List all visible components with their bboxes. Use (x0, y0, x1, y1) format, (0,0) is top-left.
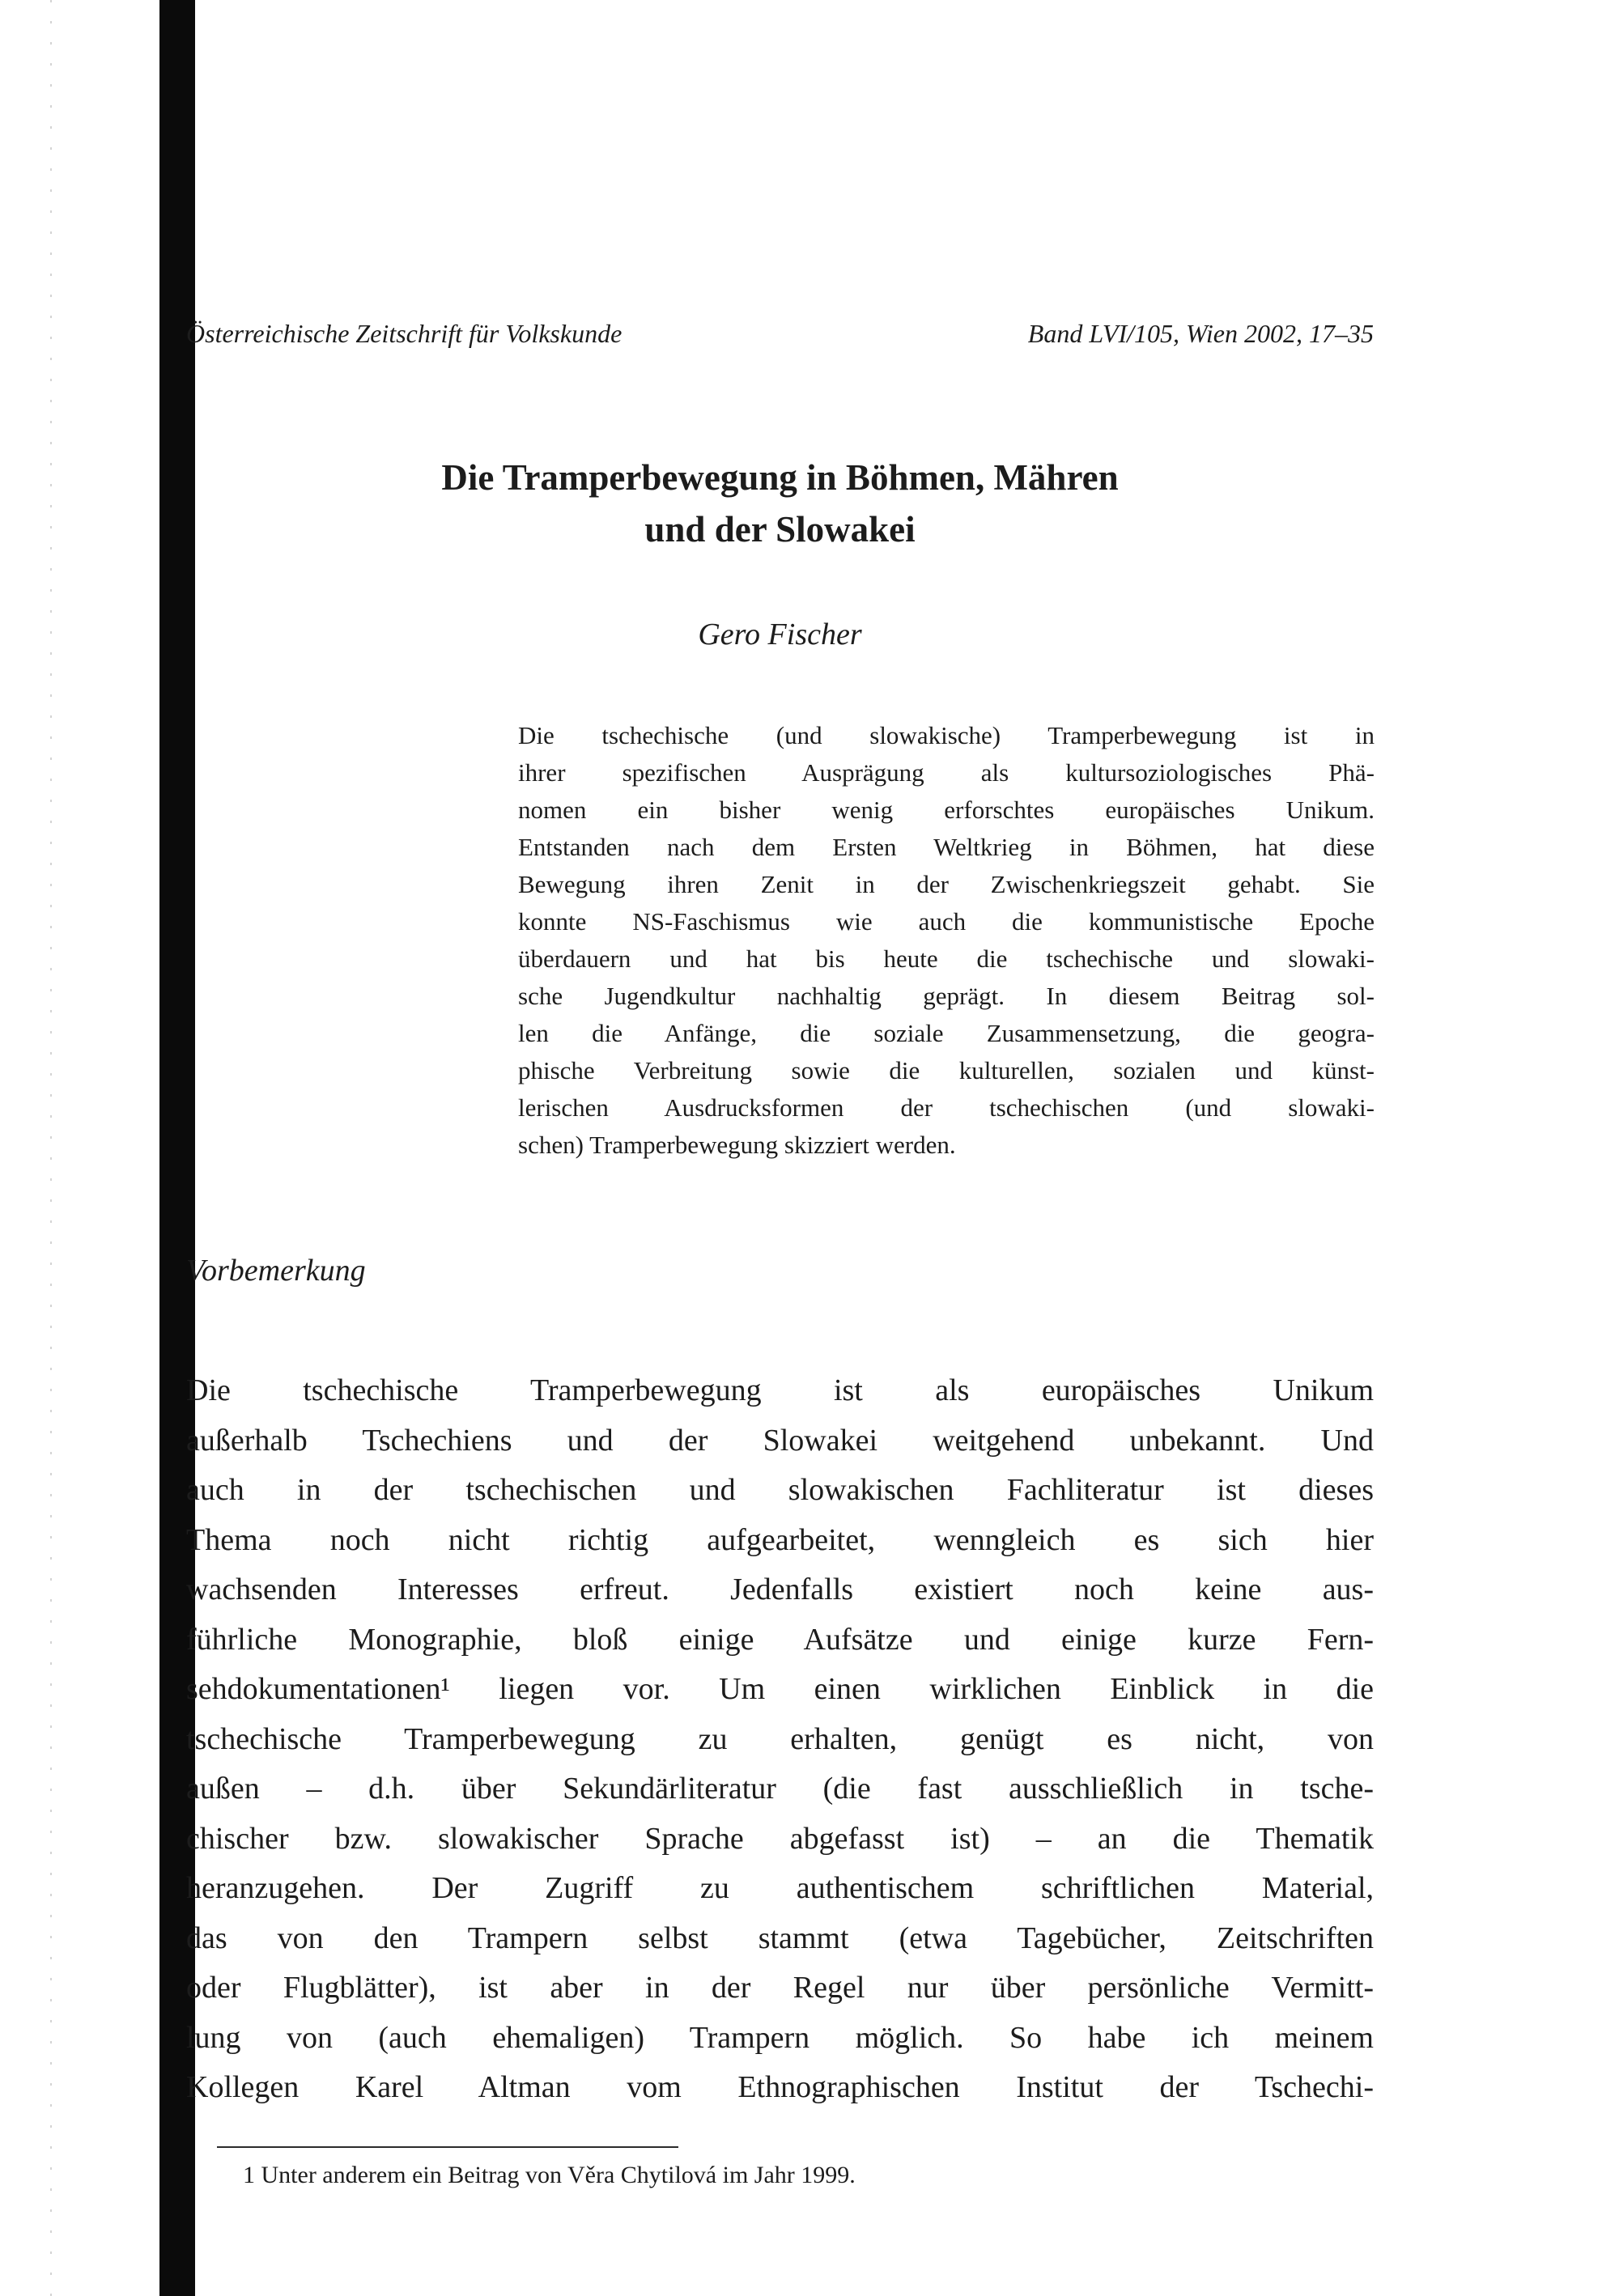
author-name: Gero Fischer (698, 618, 862, 651)
text-line: außen – d.h. über Sekundärliteratur (die fast ausschließlich in tsche- (186, 1772, 1374, 1806)
text-line: phische Verbreitung sowie die kulturellen, sozialen und künst- (518, 1056, 1375, 1084)
text-line: sehdokumentationen¹ liegen vor. Um einen wirklichen Einblick in die (186, 1672, 1374, 1706)
text-line: Bewegung ihren Zenit in der Zwischenkriegszeit gehabt. Sie (518, 870, 1375, 898)
text-line: len die Anfänge, die soziale Zusammensetzung, die geogra- (518, 1019, 1375, 1047)
abstract (518, 717, 1375, 1164)
body-paragraph (186, 1366, 1374, 2113)
text-line: nomen ein bisher wenig erforschtes europäisches Unikum. (518, 796, 1375, 824)
article-title (186, 452, 1374, 555)
text-line: tschechische Tramperbewegung zu erhalten, genügt es nicht, von (186, 1721, 1374, 1756)
text-line: chischer bzw. slowakischer Sprache abgefasst ist) – an die Thematik (186, 1821, 1374, 1856)
section-heading: Vorbemerkung (186, 1254, 366, 1288)
running-header (186, 317, 1374, 350)
scan-artifact-dotted-line (50, 0, 52, 2296)
footnote-separator-rule (217, 2146, 678, 2148)
text-line: konnte NS-Faschismus wie auch die kommunistische Epoche (518, 907, 1375, 936)
text-line: das von den Trampern selbst stammt (etwa Tagebücher, Zeitschriften (186, 1920, 1374, 1955)
text-line: Die tschechische Tramperbewegung ist als europäisches Unikum (186, 1373, 1374, 1407)
text-line: auch in der tschechischen und slowakischen Fachliteratur ist dieses (186, 1473, 1374, 1507)
text-line: lerischen Ausdrucksformen der tschechischen (und slowaki- (518, 1093, 1375, 1122)
text-line: überdauern und hat bis heute die tschechische und slowaki- (518, 944, 1375, 973)
text-line: Kollegen Karel Altman vom Ethnographischen Institut der Tschechi- (186, 2070, 1374, 2104)
text-line: schen) Tramperbewegung skizziert werden. (518, 1131, 956, 1159)
text-line: heranzugehen. Der Zugriff zu authentischem schriftlichen Material, (186, 1871, 1374, 1905)
journal-name: Österreichische Zeitschrift für Volkskunde (186, 319, 623, 348)
issue-info: Band LVI/105, Wien 2002, 17–35 (1027, 319, 1374, 348)
text-line: ihrer spezifischen Ausprägung als kultursoziologisches Phä- (518, 758, 1375, 787)
text-line: oder Flugblätter), ist aber in der Regel nur über persönliche Vermitt- (186, 1971, 1374, 2005)
text-line: Thema noch nicht richtig aufgearbeitet, wenngleich es sich hier (186, 1522, 1374, 1557)
text-line: Die tschechische (und slowakische) Tramperbewegung ist in (518, 721, 1375, 749)
text-line: Entstanden nach dem Ersten Weltkrieg in Böhmen, hat diese (518, 833, 1375, 861)
text-line: Die Tramperbewegung in Böhmen, Mähren (441, 457, 1119, 498)
text-line: führliche Monographie, bloß einige Aufsätze und einige kurze Fern- (186, 1622, 1374, 1657)
footnote: 1 Unter anderem ein Beitrag von Věra Chytilová im Jahr 1999. (243, 2162, 856, 2188)
text-line: wachsenden Interesses erfreut. Jedenfalls existiert noch keine aus- (186, 1572, 1374, 1606)
text-line: und der Slowakei (644, 509, 916, 550)
text-line: außerhalb Tschechiens und der Slowakei weitgehend unbekannt. Und (186, 1423, 1374, 1458)
text-line: sche Jugendkultur nachhaltig geprägt. In diesem Beitrag sol- (518, 982, 1375, 1010)
text-line: lung von (auch ehemaligen) Trampern möglich. So habe ich meinem (186, 2020, 1374, 2055)
